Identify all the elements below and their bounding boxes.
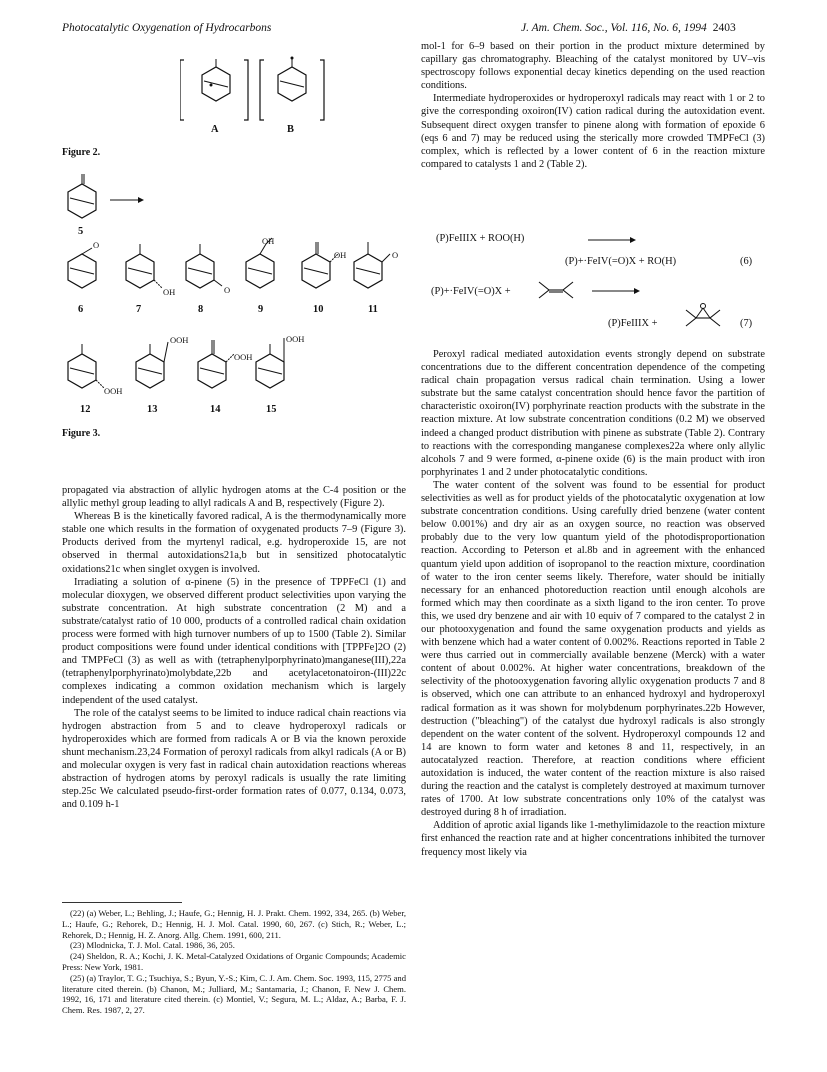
compound-number: 9 [258,304,264,315]
compound-number: 8 [198,304,204,315]
equation-7-right: (P)FeIIIX + [608,318,658,329]
paragraph: Addition of aprotic axial ligands like 1-methylimidazole to the reaction mixture first enhanced the reaction rate and at higher concentrations inhibited the turnover frequency most likely via [421,820,765,858]
figure2-caption: Figure 2. [62,147,101,158]
paragraph: The water content of the solvent was found to be essential for product selectivities as well as for product yields of the photocatalytic oxygenation at low substrate concentration conditions. Using carefully dried benzene (water content below 0.001%) and dry air as an oxygen source, no reaction was observed probably due to the very low quantum yield of the photodisproportionation reaction. According to Peterson et al.8b and in agreement with the enhanced quantum yield upon addition of isopropanol to the reaction mixture, coordination of water to the iron center seems likely. Therefore, water should be initially necessary for an enhanced photoreduction reaction until enough alcohols are formed which may then coordinate as a sixth ligand to the iron center. To prove this, we used dry benzene and air with 10 equiv of 7 compared to the catalyst 2 in our photooxygenation and found the same oxygenation products and yields as with benzene which had a water content of 0.002%. Reactions reported in Table 2 were thus carried out in commercially available benzene (Merck) with a water content of about 0.002%. At higher water concentrations, breakdown of the selectivity of the photooxygenation favoring allylic oxygenation products 7 and 8 is observed, which one can attribute to an enhanced hydroxyl and hydroperoxyl radical formation as it was shown for molybdenum porphyrinates.22b However, destruction ("bleaching") of the catalyst due hydroxyl radicals is also strongly dependent on the water content of the solvent. Hydroperoxyl compounds 12 and 14 are known to form water and ketones 8 and 11, respectively, in an autocatalyzed reaction. Therefore, at reaction conditions where efficient autoxidation is induced, the water content of the reaction mixture is also raised during the reaction and the catalyst is completely destroyed at maximum turnover rates of 1700. At low substrate concentrations only 10% of the catalyst was destroyed during 8 h of irradiation. [421,479,765,819]
substituent-oh-9: OH [262,236,275,246]
right-column-bottom [421,348,765,859]
paragraph: propagated via abstraction of allylic hydrogen atoms at the C-4 position or the allylic methyl group leading to allyl radicals A and B, respectively (Figure 2). [62,485,406,510]
footnote: (23) Mlodnicka, T. J. Mol. Catal. 1986, 36, 205. [70,940,235,951]
equation-7-left: (P)+·FeIV(=O)X + [431,286,511,297]
journal-name: J. Am. Chem. Soc., Vol. 116, No. 6, 1994 [521,22,707,34]
equation-6-arrow [588,234,638,246]
journal-citation [521,22,736,34]
compound-number: 12 [80,404,91,415]
compound-5-structure [68,174,96,218]
left-column-text [62,484,406,811]
paragraph: Peroxyl radical mediated autoxidation events strongly depend on substrate concentrations due to the different concentration dependence of the competing radical chain propagation versus radical chain termination. Using a lower substrate but the same catalyst concentration should hence favor the partition of characteristic oxoiron(IV) porphyrinate reaction products with the substrate in the reaction mixture. At low substrate concentration conditions (0.2 M) we observed indeed a changed product distribution with pinene as substrate (Table 2). Contrary to reactions with the corresponding manganese complexes22a where only allylic alcohols 7 and 9 were formed, α-pinene oxide (6) is the main product with iron porphyrinates 1 and 2 under photocatalytic conditions. [421,349,765,478]
compound-number: 5 [78,226,84,237]
footnote: (24) Sheldon, R. A.; Kochi, J. K. Metal-Catalyzed Oxidations of Organic Compounds; Academic Press: New York, 1981. [62,951,406,972]
epoxide-structure [682,300,726,328]
compound-number: 11 [368,304,378,315]
radical-a-label: A [211,124,219,135]
paragraph: Irradiating a solution of α-pinene (5) in the presence of TPPFeCl (1) and molecular dioxygen, we observed different product selectivities upon varying the substrate concentration. At high substrate concentration (2 M) and a substrate/catalyst ratio of 10 000, products of a controlled radical chain oxidation process were formed with high turnover numbers of up to 1500 (Table 2). Similar product compositions were found under identical conditions with [TPPFe]2O (2) and TMPFeCl (3) as well as with (tetraphenylporphyrinato)manganese(III),22a (tetraphenylporphyrinato)molybdate,22b and acetylacetonatoiron-(III)22c complexes indicating a common oxidation mechanism which is largely independent of the used catalyst. [62,576,406,706]
right-column-top [421,40,765,171]
substituent-ooh-14: OOH [234,352,253,362]
footnote: (22) (a) Weber, L.; Behling, J.; Haufe, G.; Hennig, H. J. Prakt. Chem. 1992, 334, 265. (b) Weber, L.; Haufe, G.; Rehorek, D.; Hennig, H. J. Mol. Catal. 1990, 60, 267. (c) Stich, R.; Weber, L.; Rehorek, D.; Hennig, H. Z. Anorg. Allg. Chem. 1991, 600, 211. [62,908,406,940]
substituent-ooh-13: OOH [170,335,189,345]
paragraph: mol-1 for 6–9 based on their portion in the product mixture determined by capillary gas chromatography. Bleaching of the catalyst monitored by UV–vis spectroscopy follows exponential decay kinetics depending on the used reaction conditions. [421,41,765,92]
substituent-oh-10: OH [334,250,347,260]
running-title: Photocatalytic Oxygenation of Hydrocarbons [62,22,272,34]
paragraph: Intermediate hydroperoxides or hydroperoxyl radicals may react with 1 or 2 to give the corresponding oxoiron(IV) cation radical during the autoxidation event. Subsequent direct oxygen transfer to pinene along with formation of epoxide 6 (eqs 6 and 7) may be reduced using the sterically more crowded TMPFeCl (3) complex, which is reflected by a lower content of 6 in the reaction mixture compared to catalysts 1 and 2 (Table 2). [421,93,765,170]
equation-6-left: (P)FeIIIX + ROO(H) [436,233,525,244]
equation-6-number: (6) [740,256,753,267]
substituent-o-11: O [392,250,399,260]
figure3-caption: Figure 3. [62,428,101,439]
row2-structures [68,338,284,388]
radical-b-label: B [287,124,294,135]
page-number: 2403 [712,22,736,34]
footnote: (25) (a) Traylor, T. G.; Tsuchiya, S.; Byun, Y.-S.; Kim, C. J. Am. Chem. Soc. 1993, 115, 2775 and literature cited therein. (b) Chanon, M.; Julliard, M.; Santamaria, J.; Chanon, F. New J. Chem. 1992, 16, 171 and literature cited therein. (c) Montiel, V.; Segura, M. L.; Aldaz, A.; Barba, F. J. Chem. Res. 1987, 2, 27. [62,972,406,1016]
substituent-ooh-15: OOH [286,334,305,344]
compound-number: 7 [136,304,142,315]
equation-7-arrow [592,285,642,297]
compound-number: 10 [313,304,324,315]
figure2-structures [180,55,340,135]
compound-number: 15 [266,404,277,415]
row1-structures [68,238,390,288]
substituent-oh-7: OH [163,287,176,297]
footnotes [62,908,406,1016]
paragraph: Whereas B is the kinetically favored radical, A is the thermodynamically more stable one which results in the formation of oxygenated products 7–9 (Figure 3). Products derived from the myrtenyl radical, e.g. hydroperoxide 15, are not observed in thermal autoxidations21a,b but in sensitized photocatalytic oxidations21c when singlet oxygen is involved. [62,511,406,575]
substituent-o-6: O [93,240,100,250]
footnote-divider [62,902,182,903]
compound-number: 6 [78,304,84,315]
pinene-alkene-structure [537,278,577,302]
substituent-o-8: O [224,285,231,295]
substituent-ooh-12: OOH [104,386,123,396]
equation-6-right: (P)+·FeIV(=O)X + RO(H) [565,256,677,267]
compound-number: 14 [210,404,221,415]
compound-number: 13 [147,404,158,415]
equation-7-number: (7) [740,318,753,329]
paragraph: The role of the catalyst seems to be limited to induce radical chain reactions via hydrogen abstraction from 5 and to cleave hydroperoxyl radicals or hydroperoxides which are formed from radicals A or B via the known peroxide shunt mechanism.23,24 Formation of peroxyl radicals from alkyl radicals (A or B) and molecular oxygen is very fast in radical chain autoxidation reactions whereas abstraction of hydrogen atoms by peroxyl radicals is usually the rate limiting step.25c We calculated pseudo-first-order formation rates of 0.077, 0.134, 0.073, and 0.109 h-1 [62,707,406,811]
